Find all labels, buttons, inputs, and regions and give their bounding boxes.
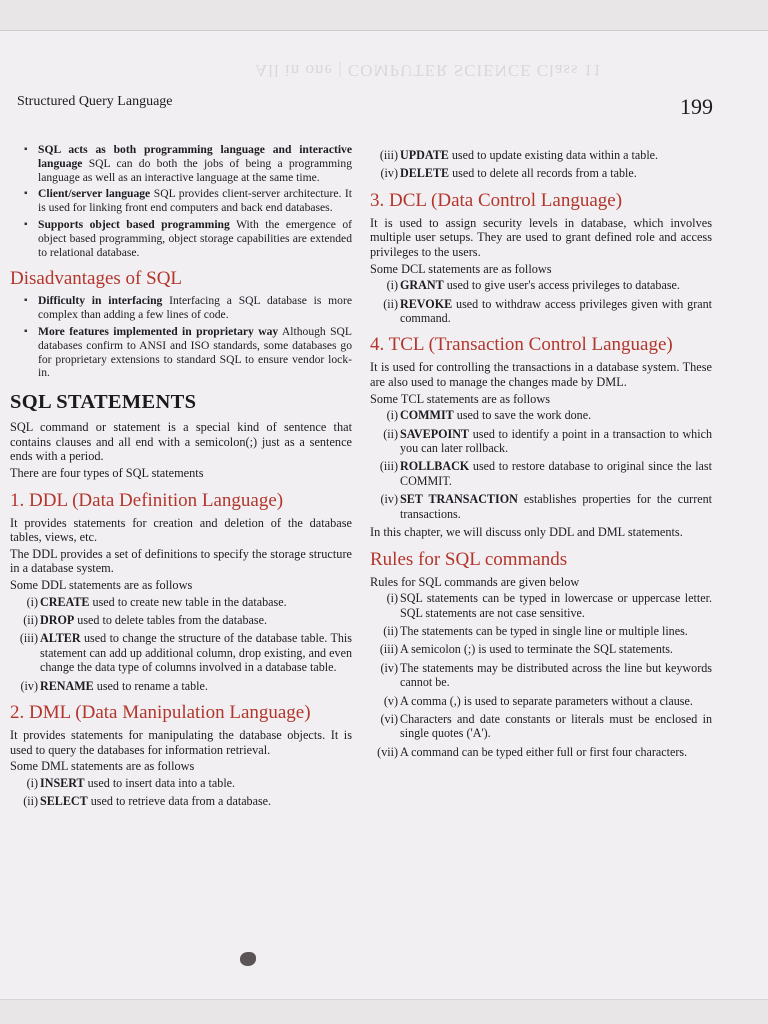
list-item xyxy=(370,408,712,422)
list-item xyxy=(370,427,712,456)
item-number: (ii) xyxy=(23,612,38,627)
running-head: Structured Query Language xyxy=(17,94,173,109)
bullet-lead: SQL acts as both programming language and interactive language xyxy=(38,143,352,170)
list-item xyxy=(370,297,712,326)
item-keyword: DROP xyxy=(40,612,75,627)
item-number: (i) xyxy=(386,591,398,606)
features-bullet-list xyxy=(10,143,352,259)
list-item xyxy=(370,148,712,162)
item-number: (i) xyxy=(26,775,38,790)
item-number: (i) xyxy=(386,278,398,293)
item-keyword: GRANT xyxy=(400,278,444,293)
item-text: The statements may be distributed across the line but keywords cannot be. xyxy=(400,660,712,690)
item-keyword: ALTER xyxy=(40,631,81,646)
bullet-lead: Difficulty in interfacing xyxy=(38,294,163,308)
item-number: (vi) xyxy=(380,712,398,727)
list-item xyxy=(370,661,712,690)
item-keyword: UPDATE xyxy=(400,148,449,162)
item-keyword: RENAME xyxy=(40,678,94,693)
item-number: (iii) xyxy=(379,148,398,162)
item-keyword: SET TRANSACTION xyxy=(400,492,518,507)
dml-statement-list xyxy=(10,776,352,809)
list-item xyxy=(10,595,352,609)
item-keyword: CREATE xyxy=(40,594,90,609)
ddl-paragraph-1: It provides statements for creation and deletion of the database tables, views, etc. xyxy=(10,515,352,545)
ddl-statement-list xyxy=(10,595,352,693)
item-text: used to give user's access privileges to database. xyxy=(443,278,680,293)
item-number: (iii) xyxy=(379,459,398,474)
dcl-paragraph-1: It is used to assign security levels in database, which involves multiple user setups. They are used to grant defined role and access privileges to the users. xyxy=(370,215,712,259)
list-item xyxy=(370,492,712,521)
list-item xyxy=(370,712,712,741)
item-text: used to save the work done. xyxy=(453,408,592,423)
item-keyword: REVOKE xyxy=(400,296,453,311)
item-number: (iv) xyxy=(380,492,398,507)
list-item xyxy=(10,794,352,808)
page-number: 199 xyxy=(680,94,713,119)
ddl-paragraph-2: The DDL provides a set of definitions to specify the storage structure in a database system. xyxy=(10,546,352,576)
bullet-icon: ▪ xyxy=(24,218,28,230)
item-number: (iv) xyxy=(380,166,398,181)
bullet-item xyxy=(10,143,352,184)
item-number: (iii) xyxy=(19,631,38,646)
item-keyword: INSERT xyxy=(40,775,85,790)
tcl-paragraph-1: It is used for controlling the transactions in a database system. These are also used to manage the changes made by DML. xyxy=(370,360,712,389)
right-column xyxy=(370,148,712,763)
item-text: Characters and date constants or literals must be enclosed in single quotes ('A'). xyxy=(400,712,712,741)
disadvantages-heading: Disadvantages of SQL xyxy=(10,268,183,290)
item-number: (iv) xyxy=(20,678,38,693)
dcl-statement-list xyxy=(370,278,712,325)
bullet-item xyxy=(10,218,352,259)
list-item xyxy=(10,631,352,674)
list-item xyxy=(370,591,712,620)
dml-statement-list-continued xyxy=(370,148,712,181)
bullet-lead: Client/server language xyxy=(38,187,151,201)
left-column xyxy=(10,143,352,813)
item-keyword: SELECT xyxy=(40,794,88,809)
ddl-paragraph-3: Some DDL statements are as follows xyxy=(10,577,193,592)
dml-heading: 2. DML (Data Manipulation Language) xyxy=(10,701,311,723)
bullet-text: Interfacing a SQL database is more complex than adding a few lines of code. xyxy=(38,294,352,322)
item-number: (vii) xyxy=(377,744,398,759)
item-text: A semicolon (;) is used to terminate the SQL statements. xyxy=(400,642,673,657)
item-keyword: ROLLBACK xyxy=(400,459,470,474)
list-item xyxy=(370,745,712,759)
bullet-item xyxy=(10,294,352,322)
bullet-icon: ▪ xyxy=(24,144,28,155)
item-text: used to restore database to original since the last COMMIT. xyxy=(400,459,712,488)
item-text: used to identify a point in a transaction to which you can later rollback. xyxy=(400,426,712,455)
show-through-watermark: All in one | COMPUTER SCIENCE Class 11 xyxy=(255,61,603,80)
item-number: (ii) xyxy=(383,296,398,311)
bullet-icon: ▪ xyxy=(24,188,28,200)
disadvantages-bullet-list xyxy=(10,294,352,380)
item-text: establishes properties for the current transactions. xyxy=(400,492,712,521)
list-item xyxy=(10,679,352,693)
item-text: used to retrieve data from a database. xyxy=(87,794,272,809)
item-text: used to change the structure of the database table. This statement can add up additional column, drop existing, and even change the data type of columns involved in a database table. xyxy=(40,631,352,675)
item-text: used to delete all records from a table. xyxy=(449,166,637,181)
bullet-text: SQL can do both the jobs of being a programming language as well as an interactive language at the same time. xyxy=(38,156,352,184)
list-item xyxy=(370,278,712,292)
item-number: (v) xyxy=(383,693,398,708)
bullet-item xyxy=(10,325,352,380)
item-text: used to withdraw access privileges given with grant command. xyxy=(400,296,712,325)
item-number: (i) xyxy=(26,594,38,609)
sql-statements-heading: SQL STATEMENTS xyxy=(10,391,197,414)
bullet-lead: More features implemented in proprietary way xyxy=(38,324,279,338)
bullet-text: With the emergence of object based programming, object storage capabilities are extended to relational database. xyxy=(38,217,352,259)
dml-paragraph-1: It provides statements for manipulating the database objects. It is used to query the databases for information retrieval. xyxy=(10,727,352,757)
bullet-icon: ▪ xyxy=(24,325,28,337)
rules-list xyxy=(370,591,712,759)
tcl-heading: 4. TCL (Transaction Control Language) xyxy=(370,334,673,356)
dml-paragraph-2: Some DML statements are as follows xyxy=(10,759,195,774)
list-item xyxy=(10,776,352,790)
item-number: (iv) xyxy=(380,660,398,675)
dcl-paragraph-2: Some DCL statements are as follows xyxy=(370,261,552,276)
bullet-text: Although SQL databases confirm to ANSI and ISO standards, some databases go for proprietary extensions to standard SQL to ensure vendor lock-in. xyxy=(38,324,352,380)
item-number: (ii) xyxy=(383,624,398,639)
item-text: The statements can be typed in single line or multiple lines. xyxy=(400,624,688,639)
bullet-text: SQL provides client-server architecture. It is used for linking front end computers and back end databases. xyxy=(38,187,352,215)
item-text: used to rename a table. xyxy=(93,678,208,693)
list-item xyxy=(370,166,712,180)
dcl-heading: 3. DCL (Data Control Language) xyxy=(370,189,623,211)
item-text: used to create new table in the database. xyxy=(89,594,287,609)
item-number: (ii) xyxy=(23,794,38,809)
item-number: (i) xyxy=(386,408,398,423)
item-number: (iii) xyxy=(379,642,398,657)
ink-smudge xyxy=(240,952,256,966)
tcl-paragraph-2: Some TCL statements are as follows xyxy=(370,391,550,406)
list-item xyxy=(370,642,712,656)
item-keyword: SAVEPOINT xyxy=(400,426,470,441)
item-keyword: COMMIT xyxy=(400,408,454,423)
item-text: used to update existing data within a table. xyxy=(448,148,659,162)
item-text: used to delete tables from the database. xyxy=(74,612,268,627)
list-item xyxy=(370,624,712,638)
list-item xyxy=(370,694,712,708)
rules-heading: Rules for SQL commands xyxy=(370,548,568,570)
list-item xyxy=(10,613,352,627)
item-number: (ii) xyxy=(383,426,398,441)
item-text: A comma (,) is used to separate parameters without a clause. xyxy=(400,693,693,708)
list-item xyxy=(370,459,712,488)
statements-types-line: There are four types of SQL statements xyxy=(10,465,204,480)
bullet-lead: Supports object based programming xyxy=(38,217,230,231)
item-text: SQL statements can be typed in lowercase or uppercase letter. SQL statements are not case sensitive. xyxy=(400,591,712,620)
item-text: used to insert data into a table. xyxy=(84,775,236,790)
chapter-scope-note: In this chapter, we will discuss only DDL and DML statements. xyxy=(370,525,683,540)
tcl-statement-list xyxy=(370,408,712,521)
bullet-icon: ▪ xyxy=(24,295,28,307)
item-keyword: DELETE xyxy=(400,166,450,181)
rules-intro: Rules for SQL commands are given below xyxy=(370,574,580,589)
bullet-item xyxy=(10,187,352,215)
ddl-heading: 1. DDL (Data Definition Language) xyxy=(10,489,284,511)
item-text: A command can be typed either full or first four characters. xyxy=(400,744,688,759)
statements-paragraph: SQL command or statement is a special kind of sentence that contains clauses and all end with a semicolon(;) just as a sentence ends with a period. xyxy=(10,420,352,464)
